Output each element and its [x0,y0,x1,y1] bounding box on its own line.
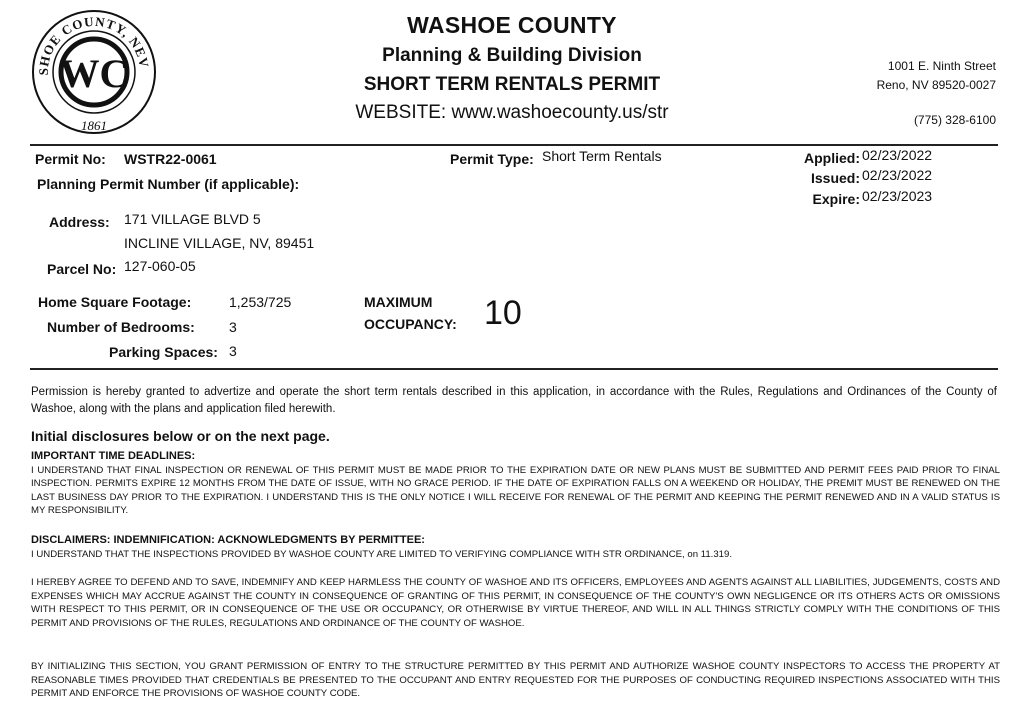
permit-title: SHORT TERM RENTALS PERMIT [363,74,661,95]
applied-date: 02/23/2022 [862,147,933,163]
deadlines-text: I UNDERSTAND THAT FINAL INSPECTION OR RENEWAL OF THIS PERMIT MUST BE MADE PRIOR TO THE EXPIRATION DATE OR NEW PLANS MUST BE SUBMITTED AND PERMIT FEES PAID PRIOR TO FINAL INSPECTION. PERMITS EXPIRE 12 MONTHS FROM THE DATE OF ISSUE, WITH NO GRACE PERIOD. IF THE DATE OF EXPIRATION FALLS ON A WEEKEND OR HOLIDAY, THE PREMIT MUST BE RENEWED ON THE LAST BUSINESS DAY PRIOR TO THE EXPIRATION. I UNDERSTAND THIS IS THE ONLY NOTICE I WILL RECEIVE FOR RENEWAL OF THE PERMIT AND KEEPING THE PERMIT RENEWED AND IN A VALID STATUS IS MY RESPONSIBILITY. [31,464,1000,517]
division-title: Planning & Building Division [382,45,642,66]
permission-paragraph: Permission is hereby granted to advertize and operate the short term rentals described in this application, in accordance with the Rules, Regulations and Ordinances of the County of Washoe, along with the plans and application filed herewith. [31,386,997,415]
office-city: Reno, NV 89520-0027 [876,78,996,92]
disclaimers-heading: DISCLAIMERS: INDEMNIFICATION: ACKNOWLEDGMENTS BY PERMITTEE: [31,534,425,546]
county-title: WASHOE COUNTY [407,12,617,38]
office-street: 1001 E. Ninth Street [887,59,996,73]
issued-date: 02/23/2022 [862,167,933,183]
permit-type-label: Permit Type: [450,151,534,167]
permit-no-label: Permit No: [35,151,106,167]
address-label: Address: [49,214,110,230]
max-occupancy-label-2: OCCUPANCY: [364,316,457,332]
details-divider [30,368,998,370]
sqft-value: 1,253/725 [229,294,292,310]
website-text: WEBSITE: www.washoecounty.us/str [355,102,669,123]
header-divider [30,144,998,146]
disclaimers-text: I UNDERSTAND THAT THE INSPECTIONS PROVIDED BY WASHOE COUNTY ARE LIMITED TO VERIFYING COMPLIANCE WITH STR ORDINANCE, on 11.319. [31,548,733,560]
bedrooms-value: 3 [229,319,237,335]
max-occupancy-label-1: MAXIMUM [364,294,433,310]
address-line1: 171 VILLAGE BLVD 5 [124,211,261,227]
disclaimers-section [31,534,1000,561]
expire-date: 02/23/2023 [862,188,933,204]
address-line2: INCLINE VILLAGE, NV, 89451 [124,235,315,251]
initial-disclosures-heading: Initial disclosures below or on the next page. [31,428,330,444]
applied-label: Applied: [804,150,860,166]
seal-ring-text: SHOE COUNTY, NEV [35,13,152,76]
entry-permission-paragraph: BY INITIALIZING THIS SECTION, YOU GRANT PERMISSION OF ENTRY TO THE STRUCTURE PERMITTED BY THIS PERMIT AND AUTHORIZE WASHOE COUNTY INSPECTORS TO ACCESS THE PROPERTY AT REASONABLE TIMES PROVIDED THAT CREDENTIALS BE PRESENTED TO THE OCCUPANT AND ENTRY REQUESTED FOR THE PURPOSES OF CONDUCTING REQUIRED INSPECTIONS ASSOCIATED WITH THIS PERMIT AND ENFORCE THE PROVISIONS OF WASHOE COUNTY CODE. [31,661,1000,700]
parking-value: 3 [229,343,237,359]
parcel-label: Parcel No: [47,261,117,277]
permit-type-value: Short Term Rentals [542,148,662,164]
permit-no-value: WSTR22-0061 [124,151,217,167]
seal-monogram: WC [59,51,129,96]
parking-label: Parking Spaces: [109,344,218,360]
parcel-value: 127-060-05 [124,258,196,274]
bedrooms-label: Number of Bedrooms: [47,319,195,335]
sqft-label: Home Square Footage: [38,294,192,310]
seal-year: 1861 [81,118,107,133]
issued-label: Issued: [810,170,860,186]
max-occupancy-value: 10 [484,294,522,332]
indemnification-paragraph: I HEREBY AGREE TO DEFEND AND TO SAVE, INDEMNIFY AND KEEP HARMLESS THE COUNTY OF WASHOE AND ITS OFFICERS, EMPLOYEES AND AGENTS AGAINST ALL LIABILITIES, JUDGEMENTS, COSTS AND EXPENSES WHICH MAY ACCRUE AGAINST THE COUNTY IN CONSEQUENCE OF GRANTING OF THIS PERMIT, IN CONSEQUENCE OF THE COUNTY'S OWN NEGLIGENCE OR ITS OTHERS ACTS OR OMISSIONS WITH RESPECT TO THIS PERMIT, OR IN CONSEQUENCE OF THE USE OR OCCUPANCY, OR OTHERWISE BY VIRTUE THEREOF, AND WILL IN ALL THINGS STRICTLY COMPLY WITH THE CONDITIONS OF THIS PERMIT AND PROVISIONS OF THE RULES, REGULATIONS AND ORDINANCE OF THE COUNTY OF WASHOE. [31,577,1000,629]
deadlines-section [31,450,1000,518]
expire-label: Expire: [812,191,860,207]
planning-permit-label: Planning Permit Number (if applicable): [37,176,300,192]
office-phone: (775) 328-6100 [913,113,996,127]
deadlines-heading: IMPORTANT TIME DEADLINES: [31,450,196,462]
